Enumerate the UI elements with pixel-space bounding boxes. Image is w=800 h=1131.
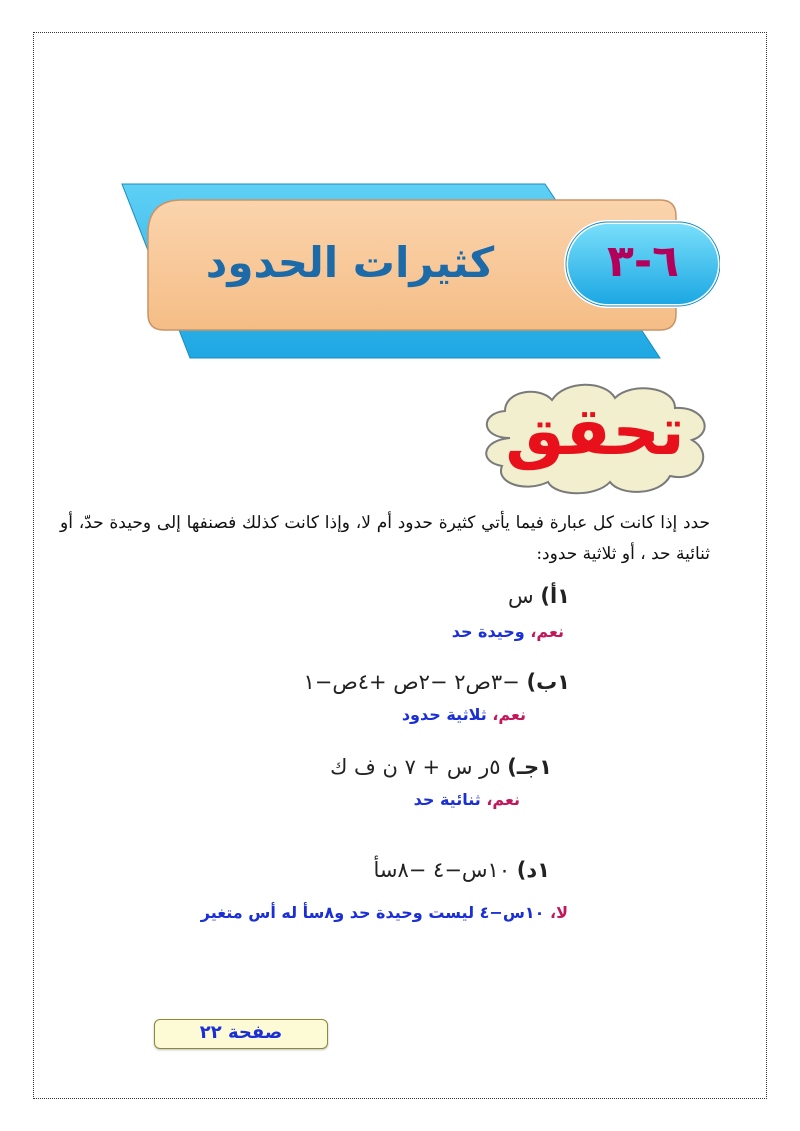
question-b <box>303 670 570 694</box>
answer-a <box>452 622 564 641</box>
question-c <box>330 755 552 779</box>
chapter-number: ٦-٣ <box>607 236 679 287</box>
answer-prefix: نعم، <box>486 790 520 809</box>
question-label: ١د) <box>516 858 550 882</box>
question-expression: ١٠س−٤ −٨سأ <box>373 858 511 882</box>
question-expression: ٥ر س + ٧ ن ف ك <box>330 755 501 779</box>
answer-prefix: نعم، <box>492 705 526 724</box>
question-label: ١ب) <box>526 670 570 694</box>
answer-text: ١٠س−٤ ليست وحيدة حد و٨سأ له أس متغير <box>200 903 545 922</box>
page-number-badge <box>154 1019 328 1049</box>
question-a <box>508 584 570 608</box>
answer-text: ثنائية حد <box>413 790 481 809</box>
question-label: ١أ) <box>540 584 570 608</box>
check-label: تحقق <box>505 393 685 470</box>
answer-prefix: لا، <box>550 903 568 922</box>
instructions-text: حدد إذا كانت كل عبارة فيما يأتي كثيرة حدود أم لا، وإذا كانت كذلك فصنفها إلى وحيدة حدّ، أو ثنائية حد ، أو ثلاثية حدود: <box>60 513 710 564</box>
question-expression: س <box>508 584 534 608</box>
question-expression: −٣ص٢ −٢ص +٤ص−١ <box>303 670 520 694</box>
page-number-label: صفحة ٢٢ <box>199 1022 283 1043</box>
answer-b <box>402 705 526 724</box>
answer-prefix: نعم، <box>530 622 564 641</box>
answer-c <box>414 790 520 809</box>
chapter-title: كثيرات الحدود <box>205 238 495 287</box>
answer-text: ثلاثية حدود <box>401 705 487 724</box>
question-label: ١جـ) <box>507 755 552 779</box>
question-d <box>373 858 550 882</box>
answer-d <box>201 903 568 922</box>
answer-text: وحيدة حد <box>451 622 525 641</box>
